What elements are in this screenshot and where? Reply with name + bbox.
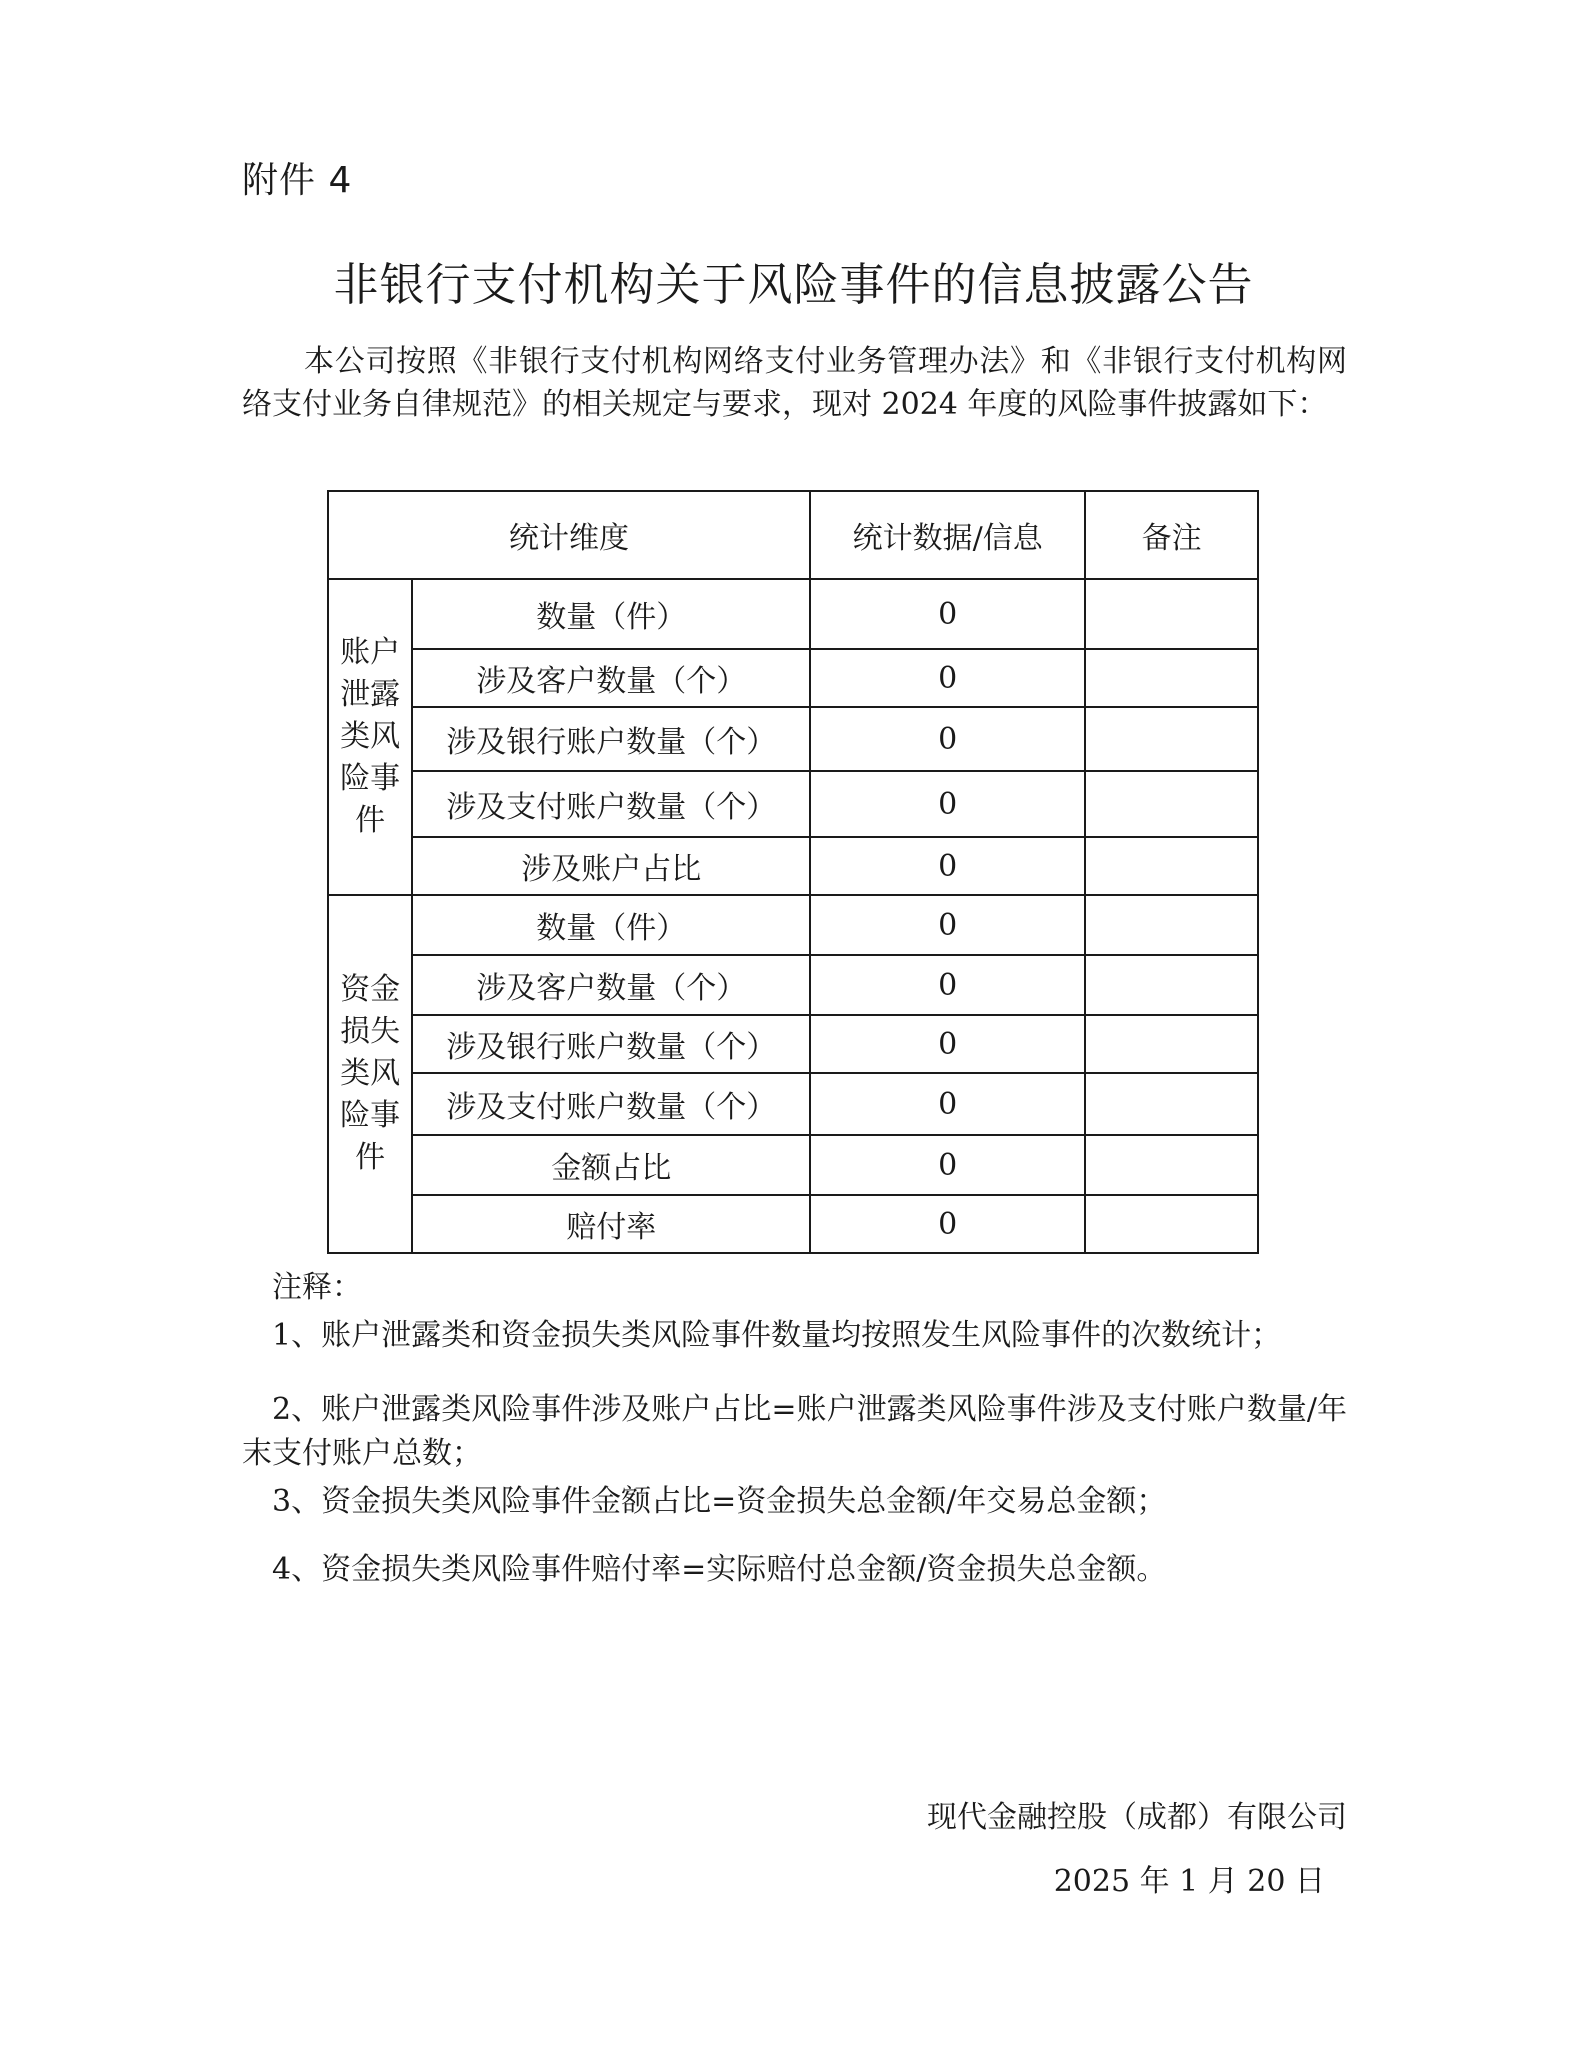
- note-cell: [1085, 1135, 1258, 1195]
- dimension-cell: 金额占比: [412, 1135, 810, 1195]
- page-title: 非银行支付机构关于风险事件的信息披露公告: [333, 258, 1254, 311]
- company-name: 现代金融控股（成都）有限公司: [927, 1800, 1347, 1835]
- dimension-cell: 数量（件）: [412, 579, 810, 649]
- category-line: 件: [355, 803, 386, 838]
- category-line: 类风: [340, 1056, 401, 1091]
- table-row: [328, 837, 1258, 895]
- note-cell: [1085, 1195, 1258, 1253]
- note-cell: [1085, 707, 1258, 771]
- category-line: 类风: [340, 719, 401, 754]
- category-line: 险事: [340, 761, 401, 796]
- category-line: 泄露: [340, 677, 401, 712]
- value-cell: 0: [810, 1015, 1085, 1073]
- attachment-label: 附件 4: [242, 160, 353, 201]
- value-cell: 0: [810, 1135, 1085, 1195]
- table-row: [328, 1195, 1258, 1253]
- value-cell: 0: [810, 955, 1085, 1015]
- value-cell: 0: [810, 1073, 1085, 1135]
- value-cell: 0: [810, 579, 1085, 649]
- dimension-cell: 涉及账户占比: [412, 837, 810, 895]
- value-cell: 0: [810, 1195, 1085, 1253]
- note-item-1: 1、账户泄露类和资金损失类风险事件数量均按照发生风险事件的次数统计；: [272, 1318, 1282, 1353]
- note-cell: [1085, 771, 1258, 837]
- note-cell: [1085, 1015, 1258, 1073]
- table-row: [328, 579, 1258, 649]
- note-cell: [1085, 955, 1258, 1015]
- table-row: [328, 771, 1258, 837]
- note-item-2: 2、账户泄露类风险事件涉及账户占比=账户泄露类风险事件涉及支付账户数量/年末支付账户总数；: [242, 1392, 1347, 1471]
- header-note: 备注: [1085, 491, 1258, 579]
- note-cell: [1085, 649, 1258, 707]
- category-line: 账户: [340, 635, 401, 670]
- category-line: 损失: [340, 1014, 401, 1049]
- table-row: [328, 955, 1258, 1015]
- intro-paragraph: 本公司按照《非银行支付机构网络支付业务管理办法》和《非银行支付机构网络支付业务自律规范》的相关规定与要求，现对 2024 年度的风险事件披露如下：: [242, 344, 1347, 422]
- value-cell: 0: [810, 895, 1085, 955]
- dimension-cell: 涉及支付账户数量（个）: [412, 1073, 810, 1135]
- note-cell: [1085, 895, 1258, 955]
- category-cell: [328, 579, 412, 895]
- risk-event-table: [327, 490, 1259, 1254]
- note-cell: [1085, 837, 1258, 895]
- table-row: [328, 1015, 1258, 1073]
- category-line: 资金: [340, 972, 401, 1007]
- issue-date: 2025 年 1 月 20 日: [1053, 1864, 1325, 1899]
- header-dimension: 统计维度: [328, 491, 810, 579]
- header-value: 统计数据/信息: [810, 491, 1085, 579]
- value-cell: 0: [810, 649, 1085, 707]
- dimension-cell: 涉及客户数量（个）: [412, 649, 810, 707]
- note-item-4: 4、资金损失类风险事件赔付率=实际赔付总金额/资金损失总金额。: [272, 1552, 1167, 1587]
- value-cell: 0: [810, 707, 1085, 771]
- notes-heading: 注释：: [272, 1270, 362, 1305]
- table-header-row: [328, 491, 1258, 579]
- note-item-3: 3、资金损失类风险事件金额占比=资金损失总金额/年交易总金额；: [272, 1484, 1167, 1519]
- table-body: [328, 579, 1258, 1253]
- category-line: 件: [355, 1140, 386, 1175]
- category-line: 险事: [340, 1098, 401, 1133]
- table-row: [328, 649, 1258, 707]
- value-cell: 0: [810, 771, 1085, 837]
- dimension-cell: 涉及银行账户数量（个）: [412, 1015, 810, 1073]
- table-row: [328, 1073, 1258, 1135]
- category-cell: [328, 895, 412, 1253]
- dimension-cell: 涉及银行账户数量（个）: [412, 707, 810, 771]
- note-cell: [1085, 579, 1258, 649]
- dimension-cell: 赔付率: [412, 1195, 810, 1253]
- value-cell: 0: [810, 837, 1085, 895]
- dimension-cell: 涉及支付账户数量（个）: [412, 771, 810, 837]
- dimension-cell: 数量（件）: [412, 895, 810, 955]
- dimension-cell: 涉及客户数量（个）: [412, 955, 810, 1015]
- table-row: [328, 707, 1258, 771]
- table-row: [328, 1135, 1258, 1195]
- table-row: [328, 895, 1258, 955]
- note-cell: [1085, 1073, 1258, 1135]
